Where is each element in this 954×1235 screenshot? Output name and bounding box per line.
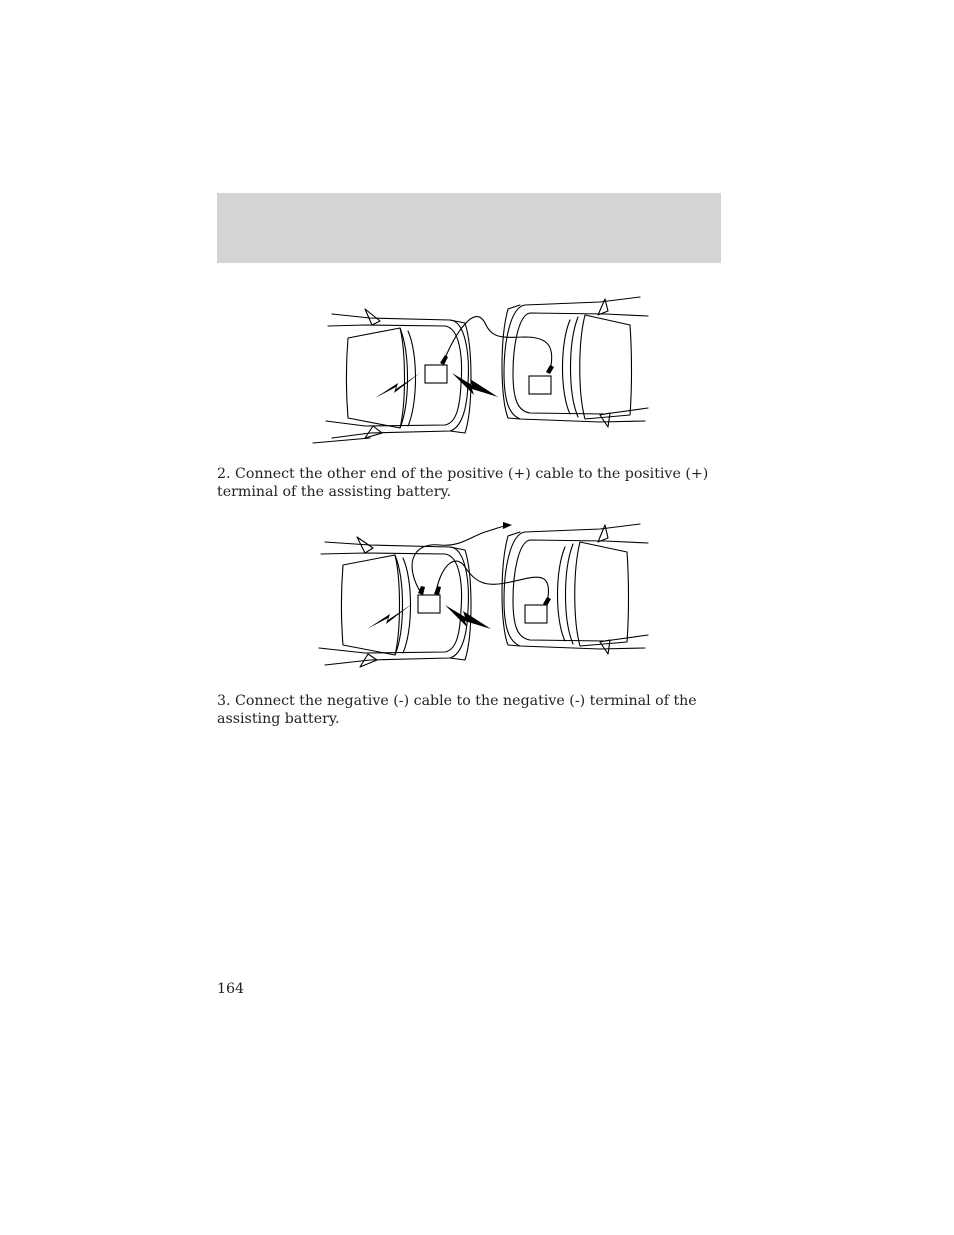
dead-battery-icon: [418, 595, 440, 613]
section-header-band: [217, 193, 721, 263]
dead-battery-icon: [425, 365, 447, 383]
two-vehicles-jump-start-icon: [315, 517, 650, 677]
jump-start-diagram-1: [310, 293, 650, 453]
booster-battery-icon: [529, 376, 551, 394]
step-3-text: 3. Connect the negative (-) cable to the negative (-) terminal of the assisting battery.: [217, 693, 697, 727]
assisting-vehicle-outline: [502, 297, 648, 427]
assisting-vehicle-outline: [502, 524, 648, 654]
disabled-vehicle-outline: [319, 537, 471, 667]
booster-battery-icon: [525, 605, 547, 623]
step-2-text: 2. Connect the other end of the positive (+) cable to the positive (+) terminal of the assisting battery.: [217, 466, 709, 500]
two-vehicles-jump-start-icon: [310, 293, 650, 453]
page-number: 164: [217, 981, 245, 997]
jump-start-diagram-2: [315, 517, 650, 677]
